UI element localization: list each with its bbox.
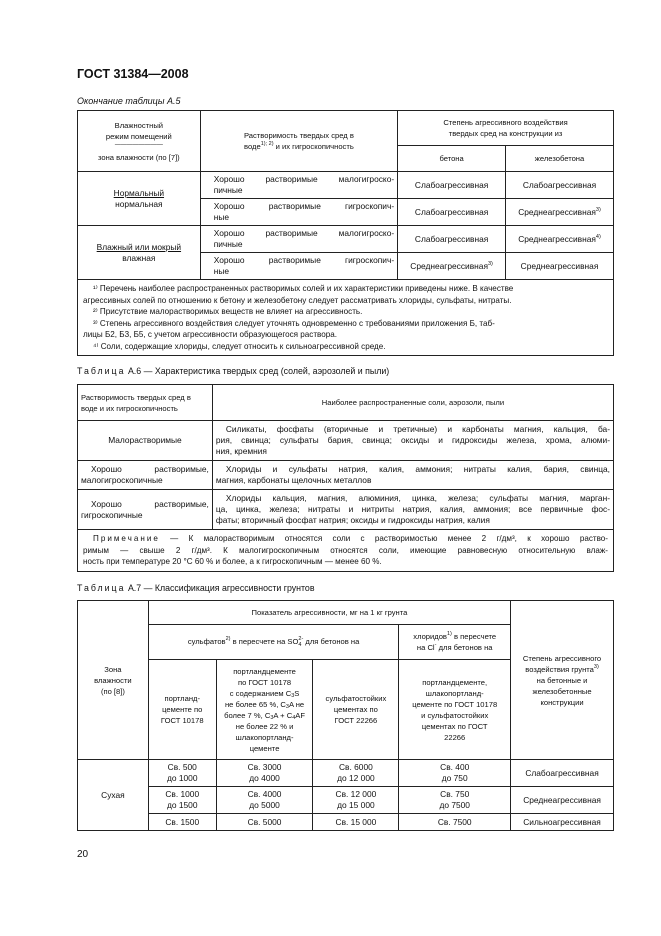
header-humidity: Влажностный режим помещений ———————— зона влажности (по [7]) bbox=[78, 111, 201, 172]
value-cell: Св. 6000 до 12 000 bbox=[313, 760, 399, 787]
salts-cell: Хлориды и сульфаты натрия, калия, аммония; нитраты калия, бария, свинца, магния, карбонаты щелочных металлов bbox=[212, 461, 613, 490]
solubility-cell: Хорошо растворимые гигроскопич- ные bbox=[200, 253, 397, 280]
header-reinforced: железобетона bbox=[506, 146, 614, 172]
header-solubility: Растворимость твердых сред в воде и их гигроскопичность bbox=[78, 385, 213, 421]
humidity-wet: Влажный или мокрый влажная bbox=[78, 226, 201, 280]
table-a5-footnotes: ¹⁾ Перечень наиболее распространенных растворимых солей и их характеристики приведены ниже. В качестве агрессивных солей по отношению к бетону и железобетону следует рассматривать хлориды, сульфаты, нитраты. ²⁾ Присутствие малорастворимых веществ не влияет на агрессивность. ³⁾ Степень агрессивного воздействия следует уточнять одновременно с требованиями приложения Б, таб- лицы Б2, Б3, Б5, с учетом агрессивности образующегося раствора. ⁴⁾ Соли, содержащие хлориды, следует относить к сильноагрессивной среде. bbox=[78, 280, 614, 356]
page-title: ГОСТ 31384—2008 bbox=[77, 67, 189, 81]
value-cell: Св. 15 000 bbox=[313, 814, 399, 831]
header-solubility: Растворимость твердых сред в воде$^{1); 2)}$ и их гигроскопичность bbox=[200, 111, 397, 172]
table-a6-note: Примечание — К малорастворимым относятся соли с растворимостью менее 2 г/дм³, к хорошо раство- римым — свыше 2 г/дм³. К малогигроскопичным относятся соли, имеющие равновесную относительную влаж- ность при температуре 20 °С 60 % и более, а к гигроскопичным — менее 60 %. bbox=[78, 530, 614, 572]
solubility-high-lowhygro: Хорошо растворимые, малогигроскопичные bbox=[78, 461, 213, 490]
solubility-cell: Хорошо растворимые малогигроско- пичные bbox=[200, 226, 397, 253]
header-zone: Зона влажности (по [8]) bbox=[78, 601, 149, 760]
header-cement-all: портландцементе, шлакопортланд- цементе по ГОСТ 10178 и сульфатостойких цементах по ГОСТ 22266 bbox=[399, 660, 511, 760]
page-number: 20 bbox=[77, 849, 89, 860]
degree-cell: Среднеагрессивная$^{4)}$ bbox=[506, 226, 614, 253]
degree-cell: Слабоагрессивная bbox=[398, 199, 506, 226]
value-cell: Св. 400 до 750 bbox=[399, 760, 511, 787]
table-a6-caption: Таблица А.6 — Характеристика твердых сред (солей, аэрозолей и пыли) bbox=[77, 366, 390, 376]
value-cell: Св. 4000 до 5000 bbox=[216, 787, 313, 814]
value-cell: Св. 500 до 1000 bbox=[148, 760, 216, 787]
degree-cell: Сильноагрессивная bbox=[511, 814, 614, 831]
value-cell: Св. 1500 bbox=[148, 814, 216, 831]
degree-cell: Среднеагрессивная$^{3)}$ bbox=[398, 253, 506, 280]
table-a7 bbox=[77, 600, 614, 831]
header-index: Показатель агрессивности, мг на 1 кг грунта bbox=[148, 601, 510, 625]
solubility-low: Малорастворимые bbox=[78, 421, 213, 461]
humidity-normal: Нормальный нормальная bbox=[78, 172, 201, 226]
degree-cell: Среднеагрессивная bbox=[506, 253, 614, 280]
value-cell: Св. 5000 bbox=[216, 814, 313, 831]
value-cell: Св. 3000 до 4000 bbox=[216, 760, 313, 787]
value-cell: Св. 1000 до 1500 bbox=[148, 787, 216, 814]
header-degree: Степень агрессивного воздействия грунта$^{3)}$ на бетонные и железобетонные конструкции bbox=[511, 601, 614, 760]
solubility-high-hygro: Хорошо растворимые, гигроскопичные bbox=[78, 490, 213, 530]
header-degree: Степень агрессивного воздействия твердых сред на конструкции из bbox=[398, 111, 614, 146]
solubility-cell: Хорошо растворимые малогигроско- пичные bbox=[200, 172, 397, 199]
value-cell: Св. 7500 bbox=[399, 814, 511, 831]
header-cement-portland: портланд- цементе по ГОСТ 10178 bbox=[148, 660, 216, 760]
table-a5-caption: Окончание таблицы А.5 bbox=[77, 96, 181, 106]
salts-cell: Силикаты, фосфаты (вторичные и третичные) и карбонаты магния, кальция, ба- рия, свинца; сульфаты бария, свинца; оксиды и гидроксиды железа, хрома, алюми- ния, кремния bbox=[212, 421, 613, 461]
header-salts: Наиболее распространенные соли, аэрозоли, пыли bbox=[212, 385, 613, 421]
header-cement-sulfate-resistant: сульфатостойких цементах по ГОСТ 22266 bbox=[313, 660, 399, 760]
degree-cell: Среднеагрессивная$^{3)}$ bbox=[506, 199, 614, 226]
zone-dry: Сухая bbox=[78, 760, 149, 831]
salts-cell: Хлориды кальция, магния, алюминия, цинка, железа; сульфаты магния, марган- ца, цинка, железа; нитраты и нитриты натрия, калия, аммония; все первичные фос- фаты; вторичный фосфат натрия; оксиды и гидроксиды натрия, калия bbox=[212, 490, 613, 530]
degree-cell: Слабоагрессивная bbox=[398, 172, 506, 199]
value-cell: Св. 750 до 7500 bbox=[399, 787, 511, 814]
degree-cell: Слабоагрессивная bbox=[506, 172, 614, 199]
table-a6 bbox=[77, 384, 614, 572]
header-chlorides: хлоридов$^{1)}$ в пересчете на Cl- для бетонов на bbox=[399, 625, 511, 660]
table-a5 bbox=[77, 110, 614, 356]
degree-cell: Слабоагрессивная bbox=[511, 760, 614, 787]
header-concrete: бетона bbox=[398, 146, 506, 172]
degree-cell: Среднеагрессивная bbox=[511, 787, 614, 814]
table-a7-caption: Таблица А.7 — Классификация агрессивности грунтов bbox=[77, 583, 315, 593]
degree-cell: Слабоагрессивная bbox=[398, 226, 506, 253]
solubility-cell: Хорошо растворимые гигроскопич- ные bbox=[200, 199, 397, 226]
header-sulfates: сульфатов$^{2)}$ в пересчете на SO 2- 4 для бетонов на bbox=[148, 625, 399, 660]
value-cell: Св. 12 000 до 15 000 bbox=[313, 787, 399, 814]
header-cement-portland-c3s: портландцементе по ГОСТ 10178 с содержанием C3S не более 65 %, C3A не более 7 %, C3A + C4AF не более 22 % и шлакопортланд- цементе bbox=[216, 660, 313, 760]
